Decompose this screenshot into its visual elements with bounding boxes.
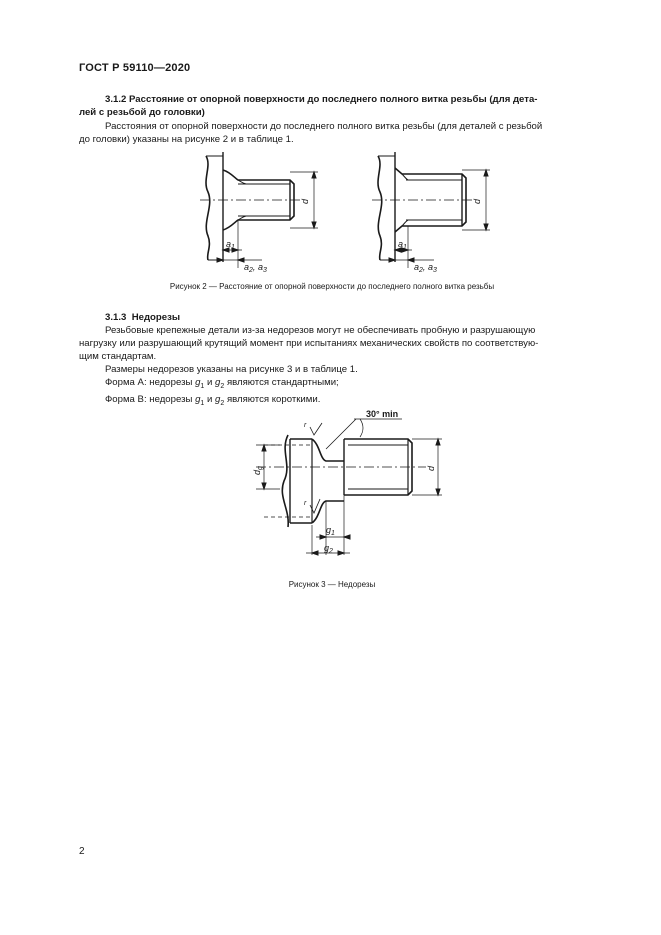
figure-3-g2-label: $g_2$ (324, 543, 333, 555)
page-number: 2 (79, 846, 85, 857)
section-313-para1-line1: Резьбовые крепежные детали из-за недорезов могут не обеспечивать пробную и разрушающую (105, 325, 536, 336)
figure-3-dg-label: $d_g$ (252, 466, 264, 475)
section-312-number: 3.1.2 (105, 94, 127, 105)
figure-3-drawing (250, 405, 450, 565)
figure-3-d-label: d (426, 465, 436, 471)
section-313-para2: Размеры недорезов указаны на рисунке 3 и в таблице 1. (105, 364, 358, 375)
figure-2-right-bolt (372, 152, 490, 268)
section-312-heading-line2: лей с резьбой до головки) (79, 107, 205, 118)
section-312-heading-line1: Расстояние от опорной поверхности до последнего полного витка резьбы (для дета- (129, 94, 538, 105)
section-313-number: 3.1.3 (105, 312, 127, 323)
figure-2-drawing (190, 150, 510, 274)
figure-2-right-d-label: d (472, 198, 482, 204)
document-header: ГОСТ Р 59110—2020 (79, 62, 191, 74)
section-313-para1-line2: нагрузку или разрушающий крутящий момент при испытаниях механических свойств по соответствую- (79, 338, 539, 349)
figure-2-caption: Рисунок 2 — Расстояние от опорной поверхности до последнего полного витка резьбы (169, 282, 495, 291)
section-313-form-b: Форма В: недорезы $g_1$ и $g_2$ являются короткими. (105, 393, 321, 407)
figure-3-caption: Рисунок 3 — Недорезы (288, 580, 376, 589)
section-313-paragraph (79, 324, 585, 410)
section-313-form-a: Форма А: недорезы $g_1$ и $g_2$ являются стандартными; (105, 377, 339, 390)
section-312-heading (79, 93, 585, 119)
figure-2-left-a2-a3-label: $a_2$, $a_3$ (244, 262, 267, 274)
figure-3-g1-label: $g_1$ (326, 525, 335, 537)
figure-2-right-a1-label: $a_1$ (398, 239, 407, 251)
figure-3-roughness-top: r (304, 422, 307, 429)
section-313-heading (105, 311, 180, 324)
section-312-para-line2: до головки) указаны на рисунке 2 и в таблице 1. (79, 134, 294, 145)
figure-2-left-a1-label: $a_1$ (226, 239, 235, 251)
section-313-para1-line3: щим стандартам. (79, 351, 157, 362)
section-312-para-line1: Расстояния от опорной поверхности до последнего полного витка резьбы (для деталей с резьбой (105, 121, 543, 132)
section-313-title: Недорезы (131, 312, 181, 323)
figure-2-left-bolt (200, 152, 318, 268)
section-312-paragraph (79, 120, 585, 146)
figure-2-left-d-label: d (300, 198, 310, 204)
figure-2-right-a2-a3-label: $a_2$, $a_3$ (414, 262, 437, 274)
figure-3-angle-label: 30° min (366, 409, 399, 419)
figure-3-roughness-bottom: r (304, 500, 307, 507)
